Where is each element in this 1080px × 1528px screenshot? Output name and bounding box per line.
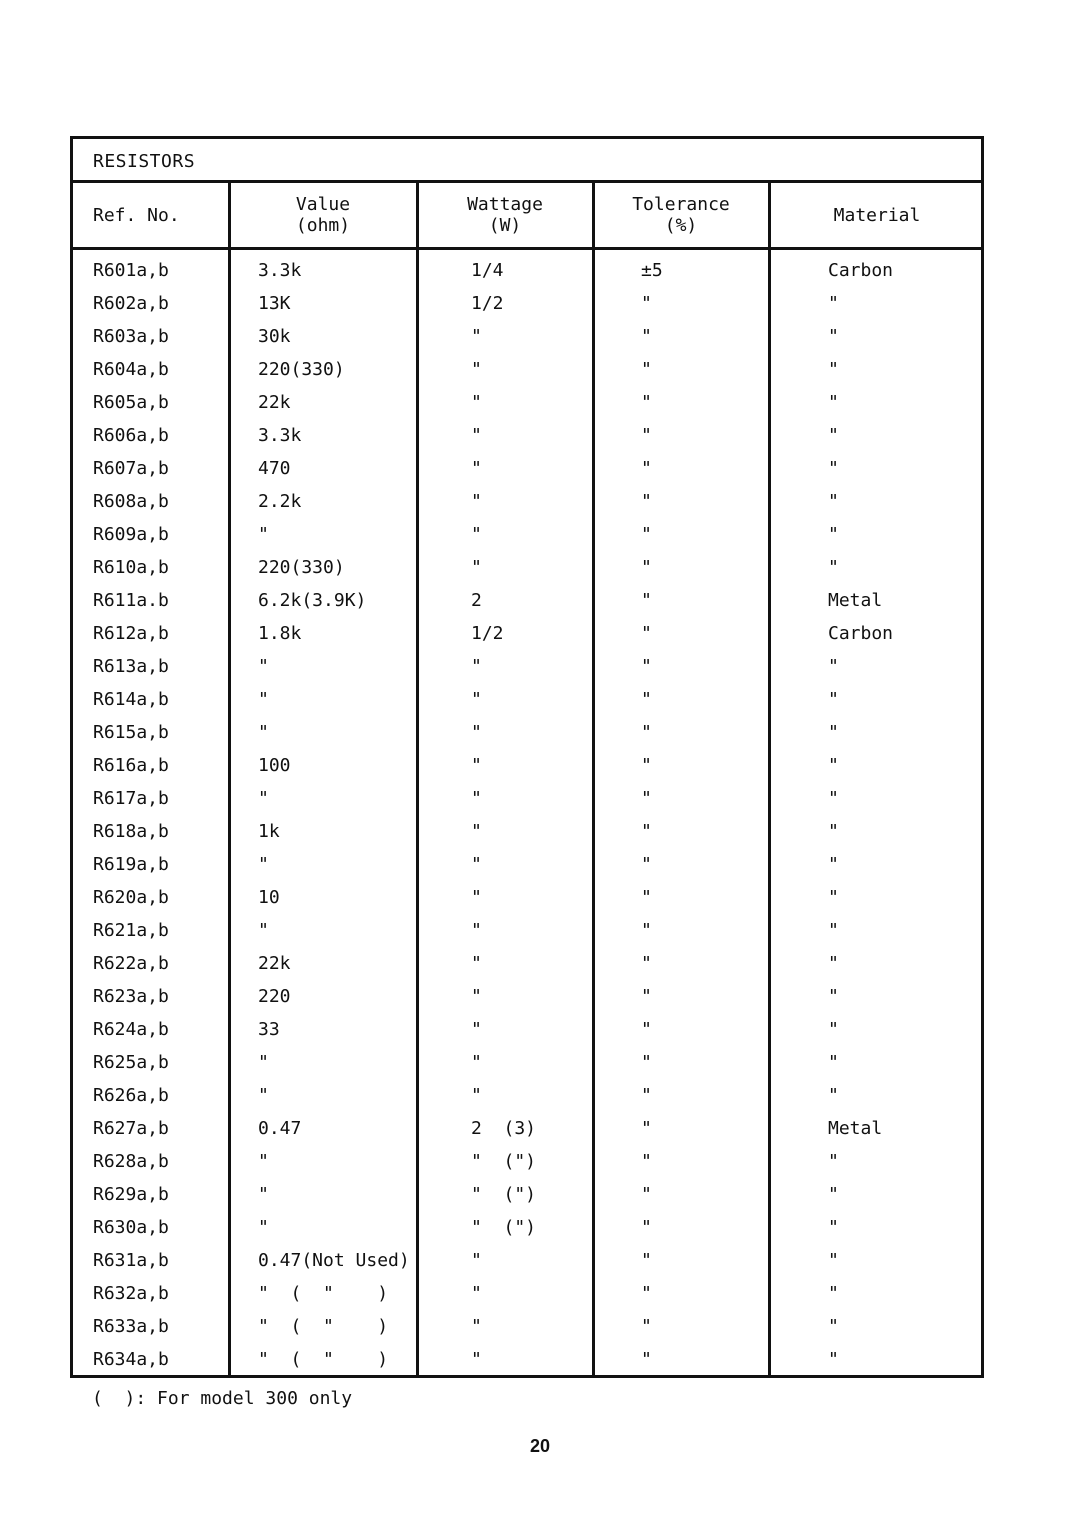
- value-cell: 0.47: [258, 1118, 302, 1139]
- wattage-cell: ": [471, 1349, 482, 1370]
- wattage-cell: ": [471, 1250, 482, 1271]
- tolerance-cell: ": [641, 821, 652, 842]
- wattage-cell: " ("): [471, 1151, 537, 1172]
- material-cell: ": [828, 920, 839, 941]
- ref-cell: R607a,b: [93, 458, 169, 479]
- header-value-label: Value: [295, 194, 351, 215]
- value-cell: ": [258, 1217, 269, 1238]
- table-row: [73, 353, 981, 386]
- header-material-label: Material: [833, 204, 921, 226]
- material-cell: ": [828, 491, 839, 512]
- wattage-cell: ": [471, 1085, 482, 1106]
- wattage-cell: ": [471, 458, 482, 479]
- table-row: [73, 584, 981, 617]
- wattage-cell: ": [471, 722, 482, 743]
- header-wattage-label: Wattage: [467, 194, 543, 215]
- table-row: [73, 1145, 981, 1178]
- table-row: [73, 287, 981, 320]
- material-cell: ": [828, 1349, 839, 1370]
- material-cell: ": [828, 1316, 839, 1337]
- tolerance-cell: ": [641, 491, 652, 512]
- tolerance-cell: ": [641, 1283, 652, 1304]
- wattage-cell: ": [471, 1316, 482, 1337]
- footnote: ( ): For model 300 only: [92, 1388, 353, 1409]
- table-row: [73, 1079, 981, 1112]
- wattage-cell: 2 (3): [471, 1118, 537, 1139]
- ref-cell: R617a,b: [93, 788, 169, 809]
- ref-cell: R619a,b: [93, 854, 169, 875]
- wattage-cell: ": [471, 491, 482, 512]
- tolerance-cell: ": [641, 953, 652, 974]
- tolerance-cell: ": [641, 623, 652, 644]
- value-cell: 220(330): [258, 557, 345, 578]
- value-cell: " ( " ): [258, 1349, 389, 1370]
- wattage-cell: ": [471, 689, 482, 710]
- wattage-cell: 2: [471, 590, 482, 611]
- ref-cell: R615a,b: [93, 722, 169, 743]
- material-cell: ": [828, 689, 839, 710]
- table-row: [73, 881, 981, 914]
- wattage-cell: ": [471, 326, 482, 347]
- table-row: [73, 1112, 981, 1145]
- page-number: 20: [529, 1436, 551, 1456]
- material-cell: ": [828, 1217, 839, 1238]
- material-cell: ": [828, 326, 839, 347]
- tolerance-cell: ": [641, 1316, 652, 1337]
- table-row: [73, 1244, 981, 1277]
- material-cell: ": [828, 656, 839, 677]
- value-cell: 3.3k: [258, 425, 302, 446]
- value-cell: ": [258, 524, 269, 545]
- header-tolerance-label: Tolerance: [632, 194, 730, 215]
- value-cell: 22k: [258, 392, 291, 413]
- header-value-unit: (ohm): [295, 215, 351, 236]
- value-cell: 220(330): [258, 359, 345, 380]
- wattage-cell: ": [471, 755, 482, 776]
- value-cell: 470: [258, 458, 291, 479]
- ref-cell: R605a,b: [93, 392, 169, 413]
- tolerance-cell: ": [641, 755, 652, 776]
- table-row: [73, 551, 981, 584]
- tolerance-cell: ": [641, 1250, 652, 1271]
- value-cell: 3.3k: [258, 260, 302, 281]
- table-row: [73, 716, 981, 749]
- tolerance-cell: ": [641, 392, 652, 413]
- tolerance-cell: ": [641, 557, 652, 578]
- tolerance-cell: ±5: [641, 260, 663, 281]
- ref-cell: R631a,b: [93, 1250, 169, 1271]
- tolerance-cell: ": [641, 1349, 652, 1370]
- ref-cell: R604a,b: [93, 359, 169, 380]
- wattage-cell: ": [471, 359, 482, 380]
- tolerance-cell: ": [641, 887, 652, 908]
- tolerance-cell: ": [641, 1184, 652, 1205]
- wattage-cell: ": [471, 1283, 482, 1304]
- wattage-cell: 1/2: [471, 293, 504, 314]
- material-cell: ": [828, 1085, 839, 1106]
- ref-cell: R621a,b: [93, 920, 169, 941]
- table-title-bar: [73, 139, 981, 183]
- material-cell: ": [828, 557, 839, 578]
- tolerance-cell: ": [641, 458, 652, 479]
- table-row: [73, 617, 981, 650]
- table-title: RESISTORS: [93, 151, 196, 172]
- tolerance-cell: ": [641, 656, 652, 677]
- ref-cell: R624a,b: [93, 1019, 169, 1040]
- material-cell: ": [828, 1019, 839, 1040]
- ref-cell: R628a,b: [93, 1151, 169, 1172]
- material-cell: ": [828, 425, 839, 446]
- wattage-cell: ": [471, 953, 482, 974]
- material-cell: ": [828, 458, 839, 479]
- tolerance-cell: ": [641, 1151, 652, 1172]
- resistor-table: [70, 136, 984, 1378]
- table-row: [73, 254, 981, 287]
- ref-cell: R609a,b: [93, 524, 169, 545]
- tolerance-cell: ": [641, 689, 652, 710]
- material-cell: ": [828, 887, 839, 908]
- table-row: [73, 980, 981, 1013]
- value-cell: ": [258, 656, 269, 677]
- material-cell: ": [828, 392, 839, 413]
- header-ref-no-label: Ref. No.: [93, 204, 180, 226]
- material-cell: Carbon: [828, 623, 894, 644]
- tolerance-cell: ": [641, 722, 652, 743]
- material-cell: ": [828, 524, 839, 545]
- table-row: [73, 650, 981, 683]
- wattage-cell: ": [471, 986, 482, 1007]
- value-cell: 1.8k: [258, 623, 302, 644]
- ref-cell: R612a,b: [93, 623, 169, 644]
- ref-cell: R603a,b: [93, 326, 169, 347]
- table-row: [73, 1310, 981, 1343]
- material-cell: ": [828, 722, 839, 743]
- ref-cell: R630a,b: [93, 1217, 169, 1238]
- table-row: [73, 419, 981, 452]
- value-cell: ": [258, 854, 269, 875]
- value-cell: ": [258, 1052, 269, 1073]
- ref-cell: R614a,b: [93, 689, 169, 710]
- tolerance-cell: ": [641, 1019, 652, 1040]
- material-cell: ": [828, 1283, 839, 1304]
- material-cell: ": [828, 986, 839, 1007]
- header-tolerance-unit: (%): [664, 215, 698, 236]
- value-cell: 6.2k(3.9K): [258, 590, 367, 611]
- value-cell: " ( " ): [258, 1283, 389, 1304]
- material-cell: ": [828, 1052, 839, 1073]
- tolerance-cell: ": [641, 986, 652, 1007]
- material-cell: ": [828, 788, 839, 809]
- value-cell: 0.47(Not Used): [258, 1250, 410, 1271]
- wattage-cell: ": [471, 656, 482, 677]
- tolerance-cell: ": [641, 326, 652, 347]
- value-cell: ": [258, 722, 269, 743]
- value-cell: 33: [258, 1019, 280, 1040]
- wattage-cell: ": [471, 920, 482, 941]
- ref-cell: R634a,b: [93, 1349, 169, 1370]
- wattage-cell: " ("): [471, 1184, 537, 1205]
- tolerance-cell: ": [641, 788, 652, 809]
- wattage-cell: ": [471, 557, 482, 578]
- tolerance-cell: ": [641, 359, 652, 380]
- table-row: [73, 1211, 981, 1244]
- material-cell: ": [828, 755, 839, 776]
- header-tolerance: [594, 183, 768, 247]
- table-row: [73, 848, 981, 881]
- wattage-cell: ": [471, 854, 482, 875]
- material-cell: ": [828, 359, 839, 380]
- header-ref-no: [93, 183, 180, 247]
- table-header-row: [73, 183, 981, 250]
- table-body: [73, 250, 981, 1375]
- table-row: [73, 1277, 981, 1310]
- table-row: [73, 782, 981, 815]
- tolerance-cell: ": [641, 590, 652, 611]
- value-cell: ": [258, 1085, 269, 1106]
- material-cell: ": [828, 1184, 839, 1205]
- value-cell: ": [258, 788, 269, 809]
- tolerance-cell: ": [641, 524, 652, 545]
- header-wattage-unit: (W): [488, 215, 522, 236]
- wattage-cell: ": [471, 392, 482, 413]
- ref-cell: R608a,b: [93, 491, 169, 512]
- ref-cell: R616a,b: [93, 755, 169, 776]
- value-cell: ": [258, 920, 269, 941]
- wattage-cell: ": [471, 1019, 482, 1040]
- ref-cell: R620a,b: [93, 887, 169, 908]
- ref-cell: R606a,b: [93, 425, 169, 446]
- value-cell: 2.2k: [258, 491, 302, 512]
- tolerance-cell: ": [641, 854, 652, 875]
- table-row: [73, 914, 981, 947]
- ref-cell: R632a,b: [93, 1283, 169, 1304]
- ref-cell: R625a,b: [93, 1052, 169, 1073]
- header-material: [770, 183, 984, 247]
- value-cell: 22k: [258, 953, 291, 974]
- value-cell: ": [258, 1184, 269, 1205]
- value-cell: " ( " ): [258, 1316, 389, 1337]
- ref-cell: R613a,b: [93, 656, 169, 677]
- tolerance-cell: ": [641, 293, 652, 314]
- ref-cell: R602a,b: [93, 293, 169, 314]
- wattage-cell: " ("): [471, 1217, 537, 1238]
- table-row: [73, 947, 981, 980]
- table-row: [73, 485, 981, 518]
- table-row: [73, 1343, 981, 1376]
- value-cell: ": [258, 689, 269, 710]
- table-row: [73, 386, 981, 419]
- header-value: [230, 183, 416, 247]
- tolerance-cell: ": [641, 1052, 652, 1073]
- value-cell: 1k: [258, 821, 280, 842]
- table-row: [73, 749, 981, 782]
- wattage-cell: ": [471, 887, 482, 908]
- ref-cell: R623a,b: [93, 986, 169, 1007]
- value-cell: 30k: [258, 326, 291, 347]
- wattage-cell: ": [471, 524, 482, 545]
- ref-cell: R618a,b: [93, 821, 169, 842]
- ref-cell: R627a,b: [93, 1118, 169, 1139]
- material-cell: Metal: [828, 1118, 883, 1139]
- value-cell: 100: [258, 755, 291, 776]
- material-cell: Metal: [828, 590, 883, 611]
- tolerance-cell: ": [641, 920, 652, 941]
- ref-cell: R611a.b: [93, 590, 169, 611]
- ref-cell: R622a,b: [93, 953, 169, 974]
- material-cell: ": [828, 1250, 839, 1271]
- ref-cell: R633a,b: [93, 1316, 169, 1337]
- material-cell: ": [828, 953, 839, 974]
- material-cell: ": [828, 821, 839, 842]
- tolerance-cell: ": [641, 1217, 652, 1238]
- ref-cell: R601a,b: [93, 260, 169, 281]
- value-cell: 220: [258, 986, 291, 1007]
- wattage-cell: 1/2: [471, 623, 504, 644]
- tolerance-cell: ": [641, 425, 652, 446]
- wattage-cell: ": [471, 425, 482, 446]
- tolerance-cell: ": [641, 1118, 652, 1139]
- table-row: [73, 320, 981, 353]
- wattage-cell: 1/4: [471, 260, 504, 281]
- wattage-cell: ": [471, 821, 482, 842]
- table-row: [73, 1178, 981, 1211]
- value-cell: ": [258, 1151, 269, 1172]
- table-row: [73, 518, 981, 551]
- material-cell: ": [828, 1151, 839, 1172]
- material-cell: ": [828, 293, 839, 314]
- tolerance-cell: ": [641, 1085, 652, 1106]
- table-row: [73, 683, 981, 716]
- ref-cell: R610a,b: [93, 557, 169, 578]
- wattage-cell: ": [471, 1052, 482, 1073]
- material-cell: ": [828, 854, 839, 875]
- ref-cell: R629a,b: [93, 1184, 169, 1205]
- ref-cell: R626a,b: [93, 1085, 169, 1106]
- value-cell: 13K: [258, 293, 291, 314]
- table-row: [73, 815, 981, 848]
- header-wattage: [418, 183, 592, 247]
- table-row: [73, 452, 981, 485]
- table-row: [73, 1013, 981, 1046]
- wattage-cell: ": [471, 788, 482, 809]
- table-row: [73, 1046, 981, 1079]
- value-cell: 10: [258, 887, 280, 908]
- material-cell: Carbon: [828, 260, 894, 281]
